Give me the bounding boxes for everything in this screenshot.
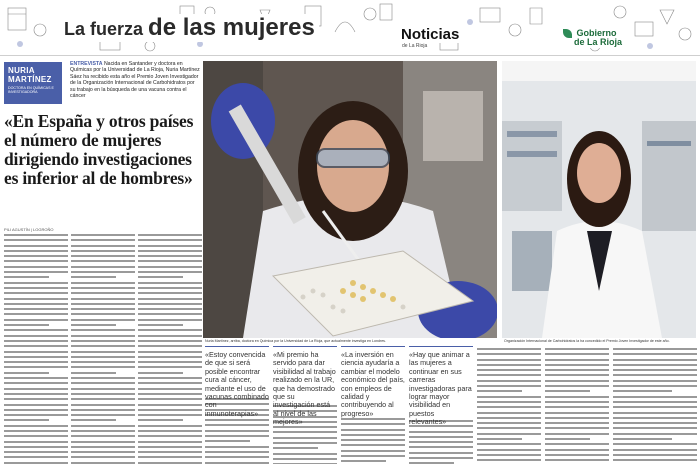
body-text-line bbox=[341, 429, 405, 431]
body-text-line bbox=[613, 412, 697, 414]
photo-caption-1: Nuria Martínez, arriba, doctora en Química por la Universidad de La Rioja, que actualmente investiga en Londres. bbox=[205, 339, 386, 343]
body-text-line bbox=[409, 452, 473, 454]
body-text-line bbox=[477, 438, 522, 440]
body-text-line bbox=[71, 239, 135, 241]
body-text-line bbox=[205, 462, 269, 464]
pullquote-4: «Hay que animar a las mujeres a continuar en sus carreras investigadoras para lograr mayor visibilidad en puestos relevantes» bbox=[409, 346, 473, 427]
body-text-line bbox=[613, 359, 697, 361]
body-text-line bbox=[477, 401, 541, 403]
body-text-line bbox=[613, 443, 697, 445]
body-text-line bbox=[545, 459, 609, 461]
body-text-line bbox=[613, 353, 697, 355]
body-text-line bbox=[613, 401, 697, 403]
body-text-line bbox=[4, 250, 68, 252]
body-text-line bbox=[71, 234, 135, 236]
body-text-line bbox=[613, 396, 697, 398]
body-text-line bbox=[341, 439, 405, 441]
body-text-line bbox=[545, 454, 609, 456]
body-text-line bbox=[477, 348, 541, 350]
body-text-line bbox=[613, 369, 697, 371]
body-text-line bbox=[4, 361, 68, 363]
body-text-line bbox=[613, 374, 697, 376]
body-text-line bbox=[4, 340, 68, 342]
body-text-line bbox=[273, 442, 337, 444]
noticias-logo-sub: de La Rioja bbox=[402, 43, 428, 49]
body-text-line bbox=[613, 348, 697, 350]
body-text-line bbox=[477, 369, 541, 371]
body-text-line bbox=[477, 385, 541, 387]
body-text-line bbox=[4, 393, 68, 395]
body-text-line bbox=[138, 382, 202, 384]
body-text-line bbox=[138, 329, 202, 331]
body-text-line bbox=[273, 447, 318, 449]
body-text-line bbox=[205, 419, 269, 421]
body-text-line bbox=[545, 359, 609, 361]
body-text-line bbox=[545, 417, 609, 419]
body-text-line bbox=[138, 361, 202, 363]
body-text-line bbox=[138, 239, 202, 241]
body-text-line bbox=[138, 388, 202, 390]
body-text-line bbox=[477, 427, 541, 429]
body-text-line bbox=[4, 266, 68, 268]
body-text-line bbox=[138, 250, 202, 252]
body-text-line bbox=[545, 422, 609, 424]
body-text-line bbox=[477, 359, 541, 361]
body-text-line bbox=[138, 398, 202, 400]
body-text-line bbox=[138, 351, 202, 353]
body-text-line bbox=[71, 372, 116, 374]
body-text-line bbox=[341, 460, 386, 462]
body-text-line bbox=[545, 396, 609, 398]
body-text-line bbox=[71, 245, 135, 247]
body-text-line bbox=[71, 393, 135, 395]
body-text-line bbox=[409, 441, 473, 443]
gobierno-logo bbox=[560, 28, 625, 48]
body-text-line bbox=[71, 435, 135, 437]
body-text-line bbox=[613, 422, 697, 424]
body-text-line bbox=[545, 385, 609, 387]
body-text-line bbox=[138, 462, 202, 464]
body-text-line bbox=[613, 385, 697, 387]
body-text-line bbox=[273, 431, 337, 433]
body-text-line bbox=[613, 406, 697, 408]
body-text-line bbox=[545, 374, 609, 376]
body-text-line bbox=[477, 443, 541, 445]
body-text-line bbox=[477, 454, 541, 456]
body-text-line bbox=[138, 266, 202, 268]
body-text-line bbox=[613, 449, 697, 451]
body-text-line bbox=[71, 409, 135, 411]
body-text-line bbox=[4, 245, 68, 247]
body-column-1 bbox=[4, 234, 68, 464]
body-text-line bbox=[4, 441, 68, 443]
body-text-line bbox=[545, 433, 609, 435]
body-text-line bbox=[138, 451, 202, 453]
body-text-line bbox=[477, 396, 541, 398]
body-column-3 bbox=[138, 234, 202, 464]
page-header bbox=[0, 0, 700, 56]
body-text-line bbox=[545, 353, 609, 355]
body-text-line bbox=[138, 446, 202, 448]
body-text-line bbox=[71, 366, 135, 368]
body-text-line bbox=[409, 446, 473, 448]
body-text-line bbox=[4, 292, 68, 294]
body-text-line bbox=[205, 440, 250, 442]
body-text-line bbox=[613, 438, 672, 440]
body-text-line bbox=[545, 449, 609, 451]
body-text-line bbox=[71, 425, 135, 427]
body-text-line bbox=[4, 462, 68, 464]
body-text-line bbox=[71, 356, 135, 358]
body-text-line bbox=[138, 324, 183, 326]
body-text-line bbox=[409, 457, 473, 459]
body-text-line bbox=[4, 419, 49, 421]
body-text-line bbox=[477, 412, 541, 414]
intro-text bbox=[70, 61, 200, 99]
body-text-line bbox=[613, 390, 672, 392]
body-text-line bbox=[4, 382, 68, 384]
body-text-line bbox=[477, 422, 541, 424]
body-text-line bbox=[205, 435, 269, 437]
body-text-line bbox=[545, 412, 609, 414]
body-text-line bbox=[71, 340, 135, 342]
body-text-line bbox=[205, 424, 269, 426]
body-text-line bbox=[4, 409, 68, 411]
body-text-line bbox=[341, 450, 405, 452]
body-text-line bbox=[71, 276, 116, 278]
body-text-line bbox=[138, 287, 202, 289]
body-text-line bbox=[4, 276, 49, 278]
body-text-line bbox=[138, 409, 202, 411]
body-text-line bbox=[341, 444, 405, 446]
interviewee-role: DOCTORA EN QUÍMICAS E INVESTIGADORA bbox=[8, 86, 54, 95]
body-text-line bbox=[71, 287, 135, 289]
body-text-line bbox=[4, 298, 68, 300]
body-text-line bbox=[71, 388, 135, 390]
body-text-line bbox=[4, 239, 68, 241]
body-text-line bbox=[409, 431, 473, 433]
body-text-line bbox=[545, 364, 609, 366]
body-text-line bbox=[545, 406, 609, 408]
photo-researcher-portrait bbox=[502, 61, 696, 338]
body-text-line bbox=[341, 434, 405, 436]
pullquote-1: «Estoy convencida de que si será posible encontrar cura al cáncer, mediante el uso de vacunas combinado con inmunoterapias» bbox=[205, 346, 269, 418]
body-text-line bbox=[71, 335, 135, 337]
headline: «En España y otros países el número de mujeres dirigiendo investigaciones es inferior al de hombres» bbox=[4, 111, 194, 188]
body-text-line bbox=[71, 351, 135, 353]
body-text-line bbox=[4, 398, 68, 400]
body-text-line bbox=[138, 425, 202, 427]
body-text-line bbox=[71, 266, 135, 268]
body-text-line bbox=[613, 417, 697, 419]
body-text-line bbox=[138, 456, 202, 458]
body-text-line bbox=[4, 377, 68, 379]
body-column-9 bbox=[545, 348, 609, 464]
body-text-line bbox=[4, 345, 68, 347]
body-text-line bbox=[545, 390, 590, 392]
body-text-line bbox=[477, 374, 541, 376]
interviewee-namebox bbox=[4, 62, 62, 104]
body-text-line bbox=[138, 282, 202, 284]
body-text-line bbox=[545, 438, 590, 440]
body-text-line bbox=[4, 414, 68, 416]
section-title: La fuerza de las mujeres bbox=[60, 14, 319, 42]
intro-label: ENTREVISTA bbox=[70, 61, 103, 67]
body-text-line bbox=[4, 404, 68, 406]
body-text-line bbox=[4, 324, 49, 326]
body-text-line bbox=[273, 453, 337, 455]
body-text-line bbox=[4, 303, 68, 305]
body-text-line bbox=[71, 382, 135, 384]
body-text-line bbox=[138, 292, 202, 294]
body-text-line bbox=[4, 435, 68, 437]
body-column-2 bbox=[71, 234, 135, 464]
body-text-line bbox=[138, 414, 202, 416]
body-text-line bbox=[71, 446, 135, 448]
gobierno-logo-line1: Gobierno bbox=[576, 28, 617, 38]
body-text-line bbox=[477, 459, 541, 461]
interviewee-name: NURIA MARTÍNEZ bbox=[8, 66, 52, 84]
noticias-logo: Noticias bbox=[398, 26, 462, 43]
body-text-line bbox=[138, 271, 202, 273]
body-text-line bbox=[138, 441, 202, 443]
body-text-line bbox=[71, 271, 135, 273]
body-text-line bbox=[409, 436, 473, 438]
body-text-line bbox=[138, 319, 202, 321]
body-text-line bbox=[205, 456, 269, 458]
body-text-line bbox=[71, 451, 135, 453]
body-text-line bbox=[4, 313, 68, 315]
body-text-line bbox=[4, 255, 68, 257]
body-text-line bbox=[4, 451, 68, 453]
photo-lab-pipette bbox=[203, 61, 497, 338]
body-text-line bbox=[138, 356, 202, 358]
body-text-line bbox=[138, 340, 202, 342]
body-text-line bbox=[138, 303, 202, 305]
body-text-line bbox=[71, 282, 135, 284]
body-text-line bbox=[71, 419, 116, 421]
body-column-10 bbox=[613, 348, 697, 464]
body-text-line bbox=[71, 414, 135, 416]
body-text-line bbox=[71, 430, 135, 432]
body-text-line bbox=[138, 313, 202, 315]
body-text-line bbox=[71, 255, 135, 257]
body-text-line bbox=[138, 335, 202, 337]
pullquote-2: «Mi premio ha servido para dar visibilidad al trabajo realizado en la UR, que ha demostrado que su investigación está al nivel de las mejores» bbox=[273, 346, 337, 427]
body-text-line bbox=[477, 380, 541, 382]
body-text-line bbox=[71, 462, 135, 464]
body-text-line bbox=[477, 417, 541, 419]
body-text-line bbox=[4, 388, 68, 390]
body-text-line bbox=[205, 451, 269, 453]
body-text-line bbox=[341, 418, 405, 420]
body-text-line bbox=[341, 455, 405, 457]
body-text-line bbox=[71, 308, 135, 310]
body-text-line bbox=[545, 348, 609, 350]
body-column-8 bbox=[477, 348, 541, 464]
body-text-line bbox=[138, 377, 202, 379]
body-text-line bbox=[545, 401, 609, 403]
body-text-line bbox=[477, 364, 541, 366]
body-text-line bbox=[273, 458, 337, 460]
body-text-line bbox=[138, 372, 183, 374]
byline: PILI AGUSTÍN | LOGROÑO bbox=[4, 227, 54, 232]
body-text-line bbox=[273, 463, 337, 464]
body-text-line bbox=[71, 298, 135, 300]
body-text-line bbox=[613, 380, 697, 382]
body-text-line bbox=[4, 456, 68, 458]
body-text-line bbox=[71, 324, 116, 326]
body-column-6 bbox=[341, 418, 405, 464]
body-text-line bbox=[4, 287, 68, 289]
body-text-line bbox=[138, 345, 202, 347]
body-text-line bbox=[138, 298, 202, 300]
body-text-line bbox=[477, 390, 522, 392]
body-text-line bbox=[71, 361, 135, 363]
body-text-line bbox=[138, 430, 202, 432]
body-text-line bbox=[4, 356, 68, 358]
body-text-line bbox=[71, 329, 135, 331]
body-text-line bbox=[71, 319, 135, 321]
body-text-line bbox=[409, 462, 454, 464]
body-text-line bbox=[71, 260, 135, 262]
body-text-line bbox=[138, 308, 202, 310]
body-text-line bbox=[4, 308, 68, 310]
body-text-line bbox=[205, 430, 269, 432]
body-text-line bbox=[138, 234, 202, 236]
body-text-line bbox=[477, 449, 541, 451]
body-text-line bbox=[4, 351, 68, 353]
body-text-line bbox=[71, 303, 135, 305]
body-text-line bbox=[4, 234, 68, 236]
body-text-line bbox=[545, 369, 609, 371]
body-text-line bbox=[4, 366, 68, 368]
body-text-line bbox=[477, 353, 541, 355]
photo-caption-2: Organización Internacional de Carbohidratos la ha concedido el Premio Joven Investigador de este año. bbox=[504, 339, 670, 343]
body-text-line bbox=[4, 335, 68, 337]
body-text-line bbox=[71, 377, 135, 379]
pullquote-3: «La inversión en ciencia ayudaría a cambiar el modelo económico del país, con empleos de calidad y contribuyendo al progreso» bbox=[341, 346, 405, 418]
body-text-line bbox=[613, 454, 697, 456]
body-text-line bbox=[4, 446, 68, 448]
body-text-line bbox=[138, 435, 202, 437]
body-text-line bbox=[71, 250, 135, 252]
body-text-line bbox=[71, 292, 135, 294]
body-text-line bbox=[4, 329, 68, 331]
body-text-line bbox=[4, 430, 68, 432]
body-text-line bbox=[545, 380, 609, 382]
body-text-line bbox=[4, 319, 68, 321]
body-text-line bbox=[341, 423, 405, 425]
body-text-line bbox=[138, 419, 183, 421]
body-text-line bbox=[545, 427, 609, 429]
body-text-line bbox=[138, 245, 202, 247]
body-text-line bbox=[71, 313, 135, 315]
body-text-line bbox=[138, 276, 183, 278]
intro-body: Nacida en Santander y doctora en Químicas por la Universidad de La Rioja, Nuria Martínez Sáez ha recibido esta año el Premio Joven Investigador de la Organización Internacional de Carbohidratos por su trabajo en la búsqueda de una vacuna contra el cáncer bbox=[70, 61, 200, 100]
body-text-line bbox=[4, 425, 68, 427]
body-text-line bbox=[477, 406, 541, 408]
body-text-line bbox=[138, 255, 202, 257]
body-text-line bbox=[613, 364, 697, 366]
body-text-line bbox=[477, 433, 541, 435]
body-text-line bbox=[273, 437, 337, 439]
body-text-line bbox=[4, 271, 68, 273]
body-text-line bbox=[545, 443, 609, 445]
body-text-line bbox=[4, 282, 68, 284]
body-text-line bbox=[71, 345, 135, 347]
body-text-line bbox=[205, 446, 269, 448]
body-text-line bbox=[71, 398, 135, 400]
body-text-line bbox=[138, 366, 202, 368]
body-text-line bbox=[71, 456, 135, 458]
body-text-line bbox=[4, 372, 49, 374]
body-text-line bbox=[71, 441, 135, 443]
body-text-line bbox=[138, 260, 202, 262]
body-text-line bbox=[613, 433, 697, 435]
body-text-line bbox=[71, 404, 135, 406]
body-text-line bbox=[138, 393, 202, 395]
body-text-line bbox=[138, 404, 202, 406]
body-text-line bbox=[4, 260, 68, 262]
gobierno-logo-line2: de La Rioja bbox=[574, 37, 623, 48]
body-text-line bbox=[613, 459, 697, 461]
body-text-line bbox=[613, 427, 697, 429]
